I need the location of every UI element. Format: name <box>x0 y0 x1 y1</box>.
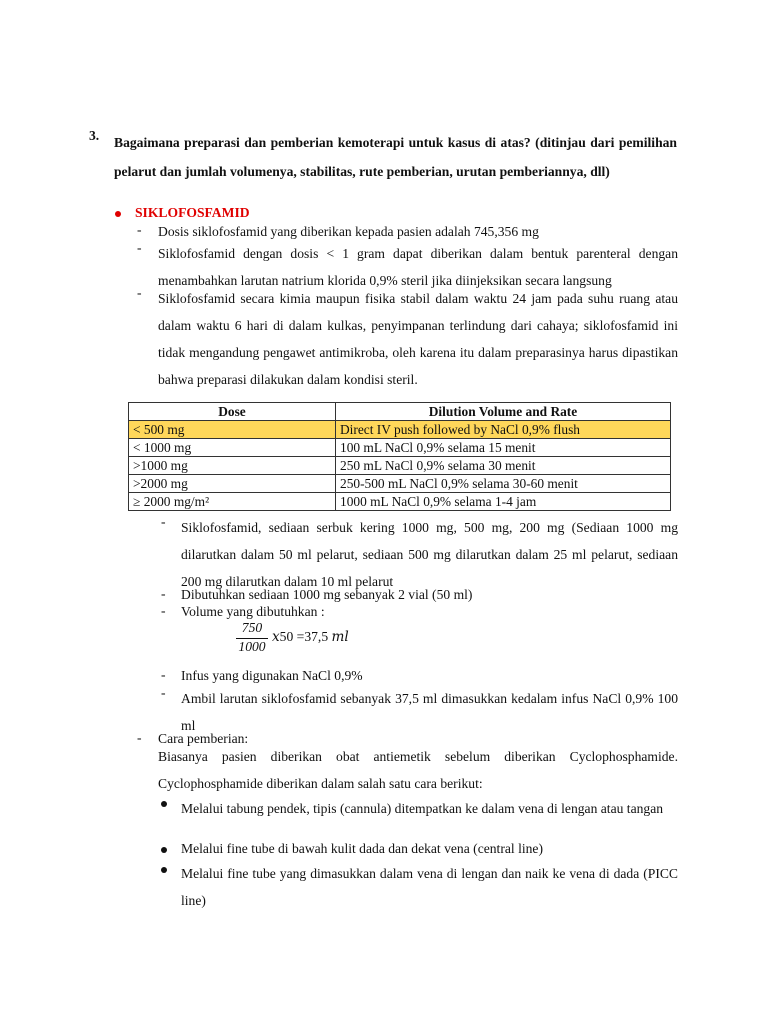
dash-marker: - <box>137 730 142 745</box>
question-text: Bagaimana preparasi dan pemberian kemoterapi untuk kasus di atas? (ditinjau dari pemilihan pelarut dan jumlah volumenya, stabilitas, rute pemberian, urutan pemberiannya, dll) <box>114 135 677 179</box>
cell-dose: ≥ 2000 mg/m² <box>129 493 336 511</box>
bullet-icon <box>115 211 121 217</box>
cell-rate: 1000 mL NaCl 0,9% selama 1-4 jam <box>336 493 671 511</box>
formula-numerator: 750 <box>241 620 263 635</box>
drug-heading: SIKLOFOSFAMID <box>135 205 250 220</box>
dash-marker: - <box>161 514 166 529</box>
method-central-line: Melalui fine tube di bawah kulit dada dan dekat vena (central line) <box>181 841 543 856</box>
method-cannula: Melalui tabung pendek, tipis (cannula) ditempatkan ke dalam vena di lengan atau tangan <box>181 801 664 816</box>
point-stability: Siklofosfamid secara kimia maupun fisika stabil dalam waktu 24 jam pada suhu ruang atau dalam waktu 6 hari di dalam kulkas, penyimpanan terlindung dari cahaya; siklofosfamid ini tidak mengandung pengawet antimikroba, oleh karena itu dalam preparasinya harus dipastikan bahwa preparasi dilakukan dalam kondisi steril. <box>158 291 678 387</box>
dash-marker: - <box>161 586 166 601</box>
point-vials: Dibutuhkan sediaan 1000 mg sebanyak 2 vial (50 ml) <box>181 587 473 602</box>
point-dose: Dosis siklofosfamid yang diberikan kepada pasien adalah 745,356 mg <box>158 224 539 239</box>
point-infusion: Infus yang digunakan NaCl 0,9% <box>181 668 363 683</box>
formula-rest: 𝑥50 =37,5 𝑚𝑙 <box>272 629 349 644</box>
table-row <box>129 493 671 511</box>
point-powder: Siklofosfamid, sediaan serbuk kering 1000 mg, 500 mg, 200 mg (Sediaan 1000 mg dilarutkan dalam 50 ml pelarut, sediaan 500 mg dilarutkan dalam 25 ml pelarut, sediaan 200 mg dilarutkan dalam 10 ml pelarut <box>181 520 678 589</box>
dash-marker: - <box>161 603 166 618</box>
cell-dose: < 500 mg <box>129 421 336 439</box>
header-rate: Dilution Volume and Rate <box>336 403 671 421</box>
table-row <box>129 421 671 439</box>
point-parenteral: Siklofosfamid dengan dosis < 1 gram dapat diberikan dalam bentuk parenteral dengan menambahkan larutan natrium klorida 0,9% steril jika diinjeksikan secara langsung <box>158 246 678 288</box>
method-picc-line: Melalui fine tube yang dimasukkan dalam vena di lengan dan naik ke vena di dada (PICC line) <box>181 866 678 908</box>
table-row <box>129 475 671 493</box>
cell-dose: >1000 mg <box>129 457 336 475</box>
dilution-table <box>128 402 671 511</box>
cell-rate: 250-500 mL NaCl 0,9% selama 30-60 menit <box>336 475 671 493</box>
cell-rate: Direct IV push followed by NaCl 0,9% flush <box>336 421 671 439</box>
question-number: 3. <box>89 128 100 143</box>
cell-rate: 100 mL NaCl 0,9% selama 15 menit <box>336 439 671 457</box>
cell-dose: >2000 mg <box>129 475 336 493</box>
dash-marker: - <box>161 685 166 700</box>
cell-dose: < 1000 mg <box>129 439 336 457</box>
cell-rate: 250 mL NaCl 0,9% selama 30 menit <box>336 457 671 475</box>
table-row <box>129 457 671 475</box>
bullet-icon <box>161 867 167 873</box>
table-row <box>129 439 671 457</box>
bullet-icon <box>161 801 167 807</box>
admin-para-antiemetic: Biasanya pasien diberikan obat antiemetik sebelum diberikan Cyclophosphamide. <box>158 749 678 764</box>
admin-label: Cara pemberian: <box>158 731 249 746</box>
formula-denominator: 1000 <box>238 639 266 654</box>
dash-marker: - <box>137 240 142 255</box>
bullet-icon <box>161 847 167 853</box>
dash-marker: - <box>137 285 142 300</box>
header-dose: Dose <box>129 403 336 421</box>
point-draw: Ambil larutan siklofosfamid sebanyak 37,5 ml dimasukkan kedalam infus NaCl 0,9% 100 ml <box>181 691 678 733</box>
point-volume: Volume yang dibutuhkan : <box>181 604 325 619</box>
dash-marker: - <box>137 222 142 237</box>
table-header-row <box>129 403 671 421</box>
admin-para-methods: Cyclophosphamide diberikan dalam salah satu cara berikut: <box>158 776 483 791</box>
dash-marker: - <box>161 667 166 682</box>
